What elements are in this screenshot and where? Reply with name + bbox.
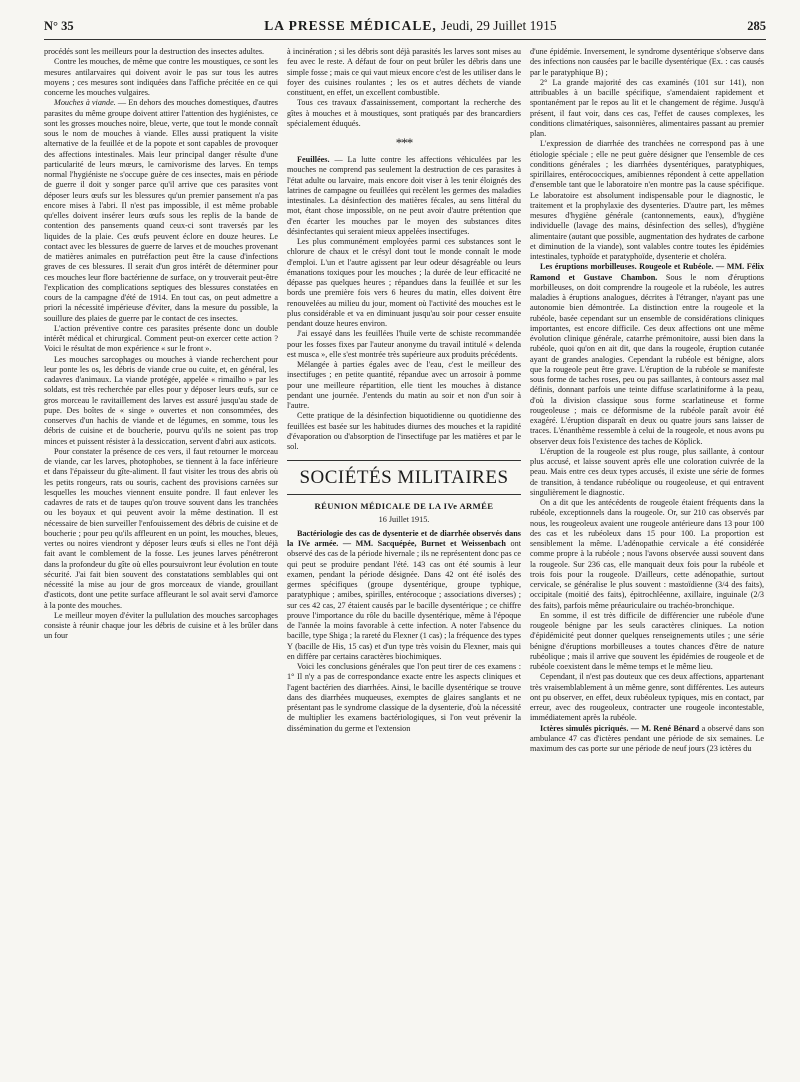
page-header (44, 18, 766, 40)
paragraph: Cependant, il n'est pas douteux que ces deux affections, appartenant très vraisemblablement à un même genre, sont différentes. Les auteurs ont pu observer, en effet, deux rubéoleux typiques, mis en contact, par erreur, avec des rougeoleux, contracter une rougeole incontestable, immédiatement après la rubéole. (530, 672, 764, 723)
meeting-title: RÉUNION MÉDICALE DE LA IVe ARMÉE (314, 501, 494, 512)
paragraph: L'éruption de la rougeole est plus rouge, plus saillante, à contour plus accusé, et laisse souvent après elle une coloration cuivrée de la peau. Mais entre ces deux types accusés, il existe une série de formes de transition, à tendance rubéolique ou rougeoleuse, et qui entravent singulièrement le diagnostic. (530, 446, 764, 497)
paragraph: Les plus communément employées parmi ces substances sont le chlorure de chaux et le crésyl dont tout le monde connaît le mode d'emploi. L'un et l'autre agissent par leur odeur désagréable ou leurs émanations toxiques pour les mouches ; la durée de leur efficacité ne dépasse pas quelques heures ; répandues dans la feuillée et sur les bords une première fois vers 6 heures du matin, elles doivent être renouvelées au milieu du jour, moment où l'activité des mouches est le plus considérable et va en diminuant jusqu'au soir pour cesser ensuite pendant douze heures environ. (287, 237, 521, 328)
paragraph-heading: Bactériologie des cas de dysenterie et de diarrhée observés dans la IVe armée. — MM. Sacquépée, Burnet et Weissenbach (287, 528, 521, 548)
issue-number: N° 35 (44, 19, 74, 33)
paragraph-text: ont observé des cas de la période hivernale ; ils ne représentent donc pas ce qui peut se produire pendant l'été. 143 cas ont été soumis à leur examen, pendant la période désignée. Dans 42 ont été isolés des germes spécifiques (groupe dysentérique, groupe typhique, paratyphique ; amibes, spirilles, entérocoque ; associations diverses) ; sur ces 42 cas, 27 étaient causés par le bacille dysentérique ; ce chiffre prouve l'importance du rôle du bacille dysentérique, même à l'époque de l'année la moins favorable à cette infection. A noter l'absence du bacille, type Shiga ; la rareté du Flexner (1 cas) ; la fréquence des types Y (bacille de His, 15 cas) et d'un type très voisin du Flexner, mais qui en diffère par certains caractères biochimiques. (287, 539, 521, 661)
page-number: 285 (747, 19, 766, 33)
paragraph-text: a observé dans son ambulance 47 cas d'ictères pendant une période de six semaines. Le maximum des cas porte sur une période de neuf jours (23 ictères du (530, 723, 764, 753)
paragraph (530, 724, 764, 755)
meeting-date: 16 Juillet 1915. (378, 514, 430, 524)
paragraph: d'une épidémie. Inversement, le syndrome dysentérique s'observe dans des infections non causées par le bacille dysentérique (Ex. : cas causés par le paratyphique B) ; (530, 47, 764, 77)
paragraph (287, 529, 521, 662)
paragraph: L'action préventive contre ces parasites présente donc un double intérêt médical et chirurgical. Comment peut-on exercer cette action ? Voici le résultat de mon expérience « sur le front ». (44, 323, 278, 354)
paragraph (287, 155, 521, 237)
paragraph-heading: Ictères simulés picriqués. — M. René Bénard (540, 723, 700, 733)
paragraph-text: Sous le nom d'éruptions morbilleuses, on doit comprendre la rougeole et la rubéole, les autres maladies à éruptions analogues, décrites à l'étranger, n'ayant pas une autonomie bien démontrée. La distinction entre la rougeole et la rubéole, basée cependant sur un ensemble de considérations cliniques importantes, est encore difficile. Ces deux affections ont une même évolution clinique générale, catarrhe prémonitoire, aussi bien dans la rubéole, quoi qu'on en ait dit, que dans la rougeole, éruption cutanée ayant de grandes analogies. Cependant la rubéole est bénigne, alors que la rougeole peut être grave. L'éruption de la rubéole se manifeste sous forme de taches roses, peu ou pas saillantes, à contours assez mal définis, donnant parfois une teinte diffuse scarlatiniforme à la peau, d'où la division classique sous forme scarlatineuse et forme rougeoleuse ; mais ce déformisme de la rubéole paraît avoir été exagéré. L'éruption disparaît en deux ou quatre jours sans laisser de traces. L'énanthème ressemble à celui de la rougeole, et nous avons pu observer deux fois l'existence des taches de Köplick. (530, 272, 764, 446)
paragraph (44, 98, 278, 324)
paragraph-text: — La lutte contre les affections véhiculées par les mouches ne comprend pas seulement la destruction de ces parasites à l'état adulte ou larvaire, mais encore doit viser à les tenir éloignés des latrines de campagne ou feuillées qui recèlent les germes des maladies intestinales. La désinfection des matières fécales, au sens littéral du mot, étant chose impossible, on ne peut avoir d'autre prétention que d'en écarter les mouches par le moyen des substances dites désinfectantes qui seraient mieux appelées insectifuges. (287, 155, 521, 236)
column-2 (287, 47, 521, 1077)
paragraph: En somme, il est très difficile de différencier une rubéole d'une rougeole bénigne par les seuls caractères cliniques. La notion d'épidémicité peut donner quelques renseignements utiles ; une série bénigne d'éruptions morbilleuses a toutes chances d'être de nature rubéolique ; mais il arrive que souvent les épidémies de rougeole et de rubéole coexistent dans le même temps et le même lieu. (530, 610, 764, 671)
paragraph: Mélangée à parties égales avec de l'eau, c'est le meilleur des insectifuges ; en petite quantité, répandue avec un arrosoir à pomme pour une meilleure répartition, elle tient les mouches à distance pendant une journée. J'entends du matin au soir et non d'un soir à l'autre. (287, 360, 521, 410)
paragraph: Voici les conclusions générales que l'on peut tirer de ces examens : 1° Il n'y a pas de correspondance exacte entre les aspects cliniques et l'agent bactérien des diarrhées. Ainsi, le bacille dysentérique se trouve dans des diarrhées muqueuses, exemptes de glaires sanglants et ne présentant pas le syndrome classique de la dysenterie, d'où la nécessité de multiplier les examens bactériologiques, si l'on veut prévenir la dissémination du germe et l'extension (287, 662, 521, 733)
paragraph-heading: Les éruptions morbilleuses. Rougeole et Rubéole. — MM. Félix Ramond et Gustave Chambon. (530, 262, 764, 282)
paragraph: Le meilleur moyen d'éviter la pullulation des mouches sarcophages consiste à réunir chaque jour les débris de cuisine et à les brûler dans un four (44, 610, 278, 641)
paragraph-text: — En dehors des mouches domestiques, d'autres parasites du même groupe doivent attirer l'attention des hygiénistes, ce sont les grosses mouches noire, bleue, verte, que tout le monde connaît sous le nom de mouches à viande. Elles aussi pratiquent la visite alternative de la feuillée et de la popote et sont capables de provoquer des affections intestinales. Mais leur principal danger résulte d'une particularité de leurs mœurs, le carnivorisme des larves. En temps normal l'hygiéniste ne s'occupe guère de ces insectes, mais en période de guerre il doit y songer parce qu'il arrive que ces parasites vont déposer leurs œufs sur les blessures qu'un premier pansement n'a pas encore mises à l'abri. Il n'est pas impossible, il est même probable qu'elles doivent insérer leurs œufs sous les replis de la bande de contention des pansements quand ceux-ci sont traversés par les liquides de la plaie. Ces œufs peuvent éclore en douze heures. Le contact avec les blessures de guerre de larves et de mouches provenant de matières animales en putréfaction peut être la cause d'infections graves de ces blessures. Il serait d'un gros intérêt de déterminer pour ces mouches leur flore bactérienne de surface, on y trouverait peut-être l'explication des complications septiques des blessures constatées en cours de la campagne d'été de 1914. En tout cas, on peut admettre a priori la nécessité impérieuse d'éviter, dans la mesure du possible, la souillure des plaies de guerre par le contact de ces insectes. (44, 98, 278, 323)
paragraph: à incinération ; si les débris sont déjà parasités les larves sont mises au feu avec le reste. A défaut de four on peut brûler les débris dans une simple fosse ; mais ce qui vaut mieux encore c'est de les utiliser dans le foyer des cuisines roulantes ; les os et autres déchets de viande constituent, en effet, un excellent combustible. (287, 47, 521, 97)
paragraph: 2° La grande majorité des cas examinés (101 sur 141), non attribuables à un bacille spécifique, s'amendaient rapidement et spontanément par le repos au lit et le changement de régime. Jusqu'à présent, il faut voir, dans ces cas, l'effet de causes complexes, les conditions climatériques, saisonnières, alimentaires passant au premier plan. (530, 77, 764, 138)
journal-name: LA PRESSE MÉDICALE, (264, 18, 437, 33)
paragraph (530, 262, 764, 447)
paragraph: Les mouches sarcophages ou mouches à viande recherchent pour leur ponte les os, les débris de viande crue ou cuite, et, en général, les cadavres d'animaux. La viande protégée, appelée « rimailho » par les soldats, est très recherchée par elles pour y déposer leurs œufs, sur ce gros morceau le ravitaillement des larves est assuré jusqu'au stade de pupe. Des boîtes de « singe » ouvertes et non consommées, des conserves d'un hachis de viande et de légumes, en somme, tous les débris de cuisine et de boucherie, pourvu qu'ils ne soient pas trop minces et puissent résister à la dessiccation, servent d'abri aux asticots. (44, 354, 278, 446)
journal-title (264, 18, 556, 34)
paragraph: L'expression de diarrhée des tranchées ne correspond pas à une étiologie spéciale ; elle ne peut guère désigner que l'ensemble de ces conditions générales ; les diarrhées dysentériques, paratyphiques, spirillaires, entérococciques, amibiennes répondent à cette appellation d'ensemble tant que le laboratoire n'en montre pas la cause spécifique. Le laboratoire est absolument indispensable pour le diagnostic, le traitement et la prophylaxie des dysenteries. D'autre part, les mêmes mesures d'hygiène générale (cantonnements, eaux), d'hygiène individuelle (lavage des mains, désinfection des selles), d'hygiène alimentaire (autant que possible, augmentation des hydrates de carbone et diminution de la viande), sont valables contre toutes les épidémies intestinales, typhoïde et paratyphoïde, dysenterie et choléra. (530, 139, 764, 261)
paragraph: Pour constater la présence de ces vers, il faut retourner le morceau de viande, car les larves, photophobes, se tiennent à la face inférieure et dans l'épaisseur du gîte-aliment. Il faut visiter les trous des abris où les petits rongeurs, rats ou souris, cachent des provisions carnées sur lesquelles les mouches viennent ensuite pondre. Il faut enlever les cadavres de rats et de taupes qu'on trouve souvent dans les tranchées ou les boyaux et qui peuvent avoir la même destination. Il est nécessaire de bien surveiller l'enfouissement des débris de cuisine et de boucherie ; pour peu qu'ils affleurent en un point, les mouches, bleues, vertes ou noires viendront y déposer leurs œufs si elles ne l'ont déjà fait avant le comblement de la fosse. Les jeunes larves pénétreront dans la profondeur du gîte où elles poursuivront leur évolution en toute sécurité. J'ai fait bien souvent des constatations semblables qui ont nécessité la mise au jour de gros morceaux de viande, grouillant d'asticots, dont une petite surface affleurant le sol avait servi d'amorce à la ponte des mouches. (44, 446, 278, 610)
section-title: SOCIÉTÉS MILITAIRES (287, 460, 521, 495)
paragraph-heading: Feuillées. (297, 155, 330, 164)
paragraph-heading: Mouches à viande. (54, 98, 116, 108)
paragraph: Cette pratique de la désinfection biquotidienne ou quotidienne des feuillées est basée sur les habitudes diurnes des mouches et la rapidité d'évaporation ou d'absorption de l'insectifuge par les matières et par le sol. (287, 411, 521, 451)
asterism-divider: *** (395, 135, 413, 150)
paragraph: Tous ces travaux d'assainissement, comportant la recherche des gîtes à mouches et à moustiques, sont pratiqués par des brancardiers spécialement éduqués. (287, 98, 521, 128)
paragraph: procédés sont les meilleurs pour la destruction des insectes adultes. (44, 47, 265, 56)
issue-date: Jeudi, 29 Juillet 1915 (441, 18, 557, 33)
column-3 (530, 47, 764, 1077)
column-1 (44, 47, 278, 1077)
paragraph: On a dit que les antécédents de rougeole étaient fréquents dans la rubéole, exceptionnels dans la rougeole. Or, sur 210 cas observés par nous, les rougeoleux avaient une rougeole antérieure dans 13 pour 100 des cas et les rubéoleux dans 15 pour 100. La proportion est sensiblement la même. L'adénopathie cervicale a été considérée comme propre à la rubéole ; nous l'avons observée aussi souvent dans la rougeole. Sur 236 cas, elle manquait deux fois pour la rubéole et trois fois pour la rougeole. D'ailleurs, cette adénopathie, surtout cervicale, se généralise le plus souvent : mastoïdienne (3/4 des faits), occipitale (moitié des faits), épitrochléenne, axillaire, inguinale (2/3 des faits), parfois même préauriculaire ou trachéo-bronchique. (530, 498, 764, 610)
paragraph: Contre les mouches, de même que contre les moustiques, ce sont les mesures antilarvaires qui doivent avoir le pas sur tous les autres moyens ; ces mesures sont indiquées dans l'affiche précitée en ce qui concerne les mouches vulgaires. (44, 57, 278, 97)
paragraph: J'ai essayé dans les feuillées l'huile verte de schiste recommandée pour les fosses fixes par l'auteur anonyme du travail intitulé « delenda est musca », elle s'est montrée très supérieure aux produits précédents. (287, 329, 521, 359)
